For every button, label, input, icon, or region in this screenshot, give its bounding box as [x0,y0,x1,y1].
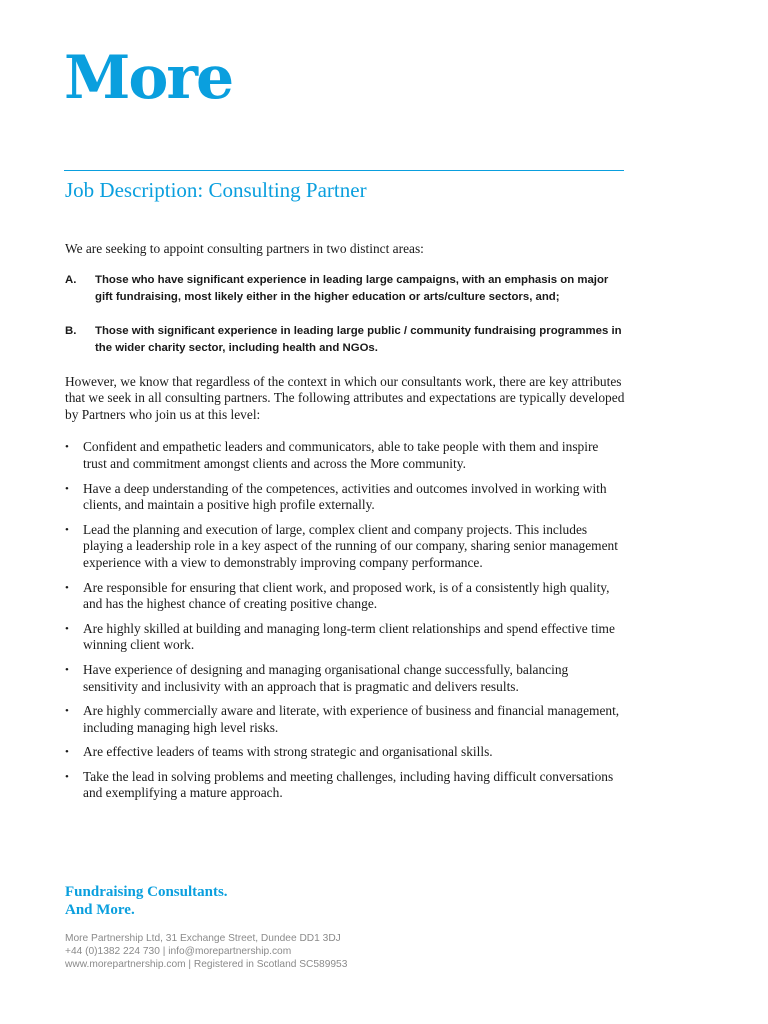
list-item [65,481,625,514]
attribute-text: Take the lead in solving problems and meeting challenges, including having difficult conversations and exemplifying a mature approach. [83,768,614,801]
list-item [65,439,625,472]
tagline-line-2: And More. [65,902,135,918]
bullet-icon: • [65,523,69,536]
intro-paragraph: We are seeking to appoint consulting partners in two distinct areas: [65,241,424,256]
document-title: Job Description: Consulting Partner [65,178,367,202]
brand-logo: More [64,43,233,113]
footer-phone-email: +44 (0)1382 224 730 | info@morepartnership.com [65,946,292,957]
bullet-icon: • [65,441,69,454]
area-marker: B. [65,324,77,337]
attribute-text: Are highly commercially aware and literate, with experience of business and financial management, including managing high level risks. [83,703,620,735]
footer-website-registration: www.morepartnership.com | Registered in Scotland SC589953 [65,959,348,970]
area-text: Those who have significant experience in leading large campaigns, with an emphasis on major gift fundraising, most likely either in the higher education or arts/culture sectors, and; [95,273,609,303]
areas-list [65,272,625,357]
list-item [65,522,625,572]
list-item [65,272,625,306]
bullet-icon: • [65,663,69,676]
footer-address: More Partnership Ltd, 31 Exchange Street, Dundee DD1 3DJ [65,933,341,944]
area-marker: A. [65,273,77,286]
bullet-icon: • [65,746,69,759]
footer-contact [65,932,347,971]
bullet-icon: • [65,581,69,594]
tagline-line-1: Fundraising Consultants. [65,884,228,900]
area-text: Those with significant experience in leading large public / community fundraising programmes in the wider charity sector, including health and NGOs. [95,324,622,354]
attributes-list [65,439,625,802]
list-item [65,621,625,654]
list-item [65,769,625,802]
document-body [65,241,625,810]
list-item [65,662,625,695]
attribute-text: Confident and empathetic leaders and communicators, able to take people with them and inspire trust and commitment amongst clients and across the More community. [83,439,599,471]
bullet-icon: • [65,770,69,783]
attribute-text: Are responsible for ensuring that client work, and proposed work, is of a consistently high quality, and has the highest chance of creating positive change. [83,579,610,612]
attribute-text: Lead the planning and execution of large, complex client and company projects. This includes playing a leadership role in a key aspect of the running of our company, sharing senior management experience with a view to demonstrably improving company performance. [83,521,618,570]
attributes-intro-paragraph: However, we know that regardless of the context in which our consultants work, there are key attributes that we seek in all consulting partners. The following attributes and expectations are typically developed by Partners who join us at this level: [65,373,625,422]
attribute-text: Have a deep understanding of the competences, activities and outcomes involved in working with clients, and maintain a positive high profile externally. [83,480,607,513]
list-item [65,323,625,357]
list-item [65,703,625,736]
bullet-icon: • [65,705,69,718]
attribute-text: Are highly skilled at building and managing long-term client relationships and spend effective time winning client work. [83,620,615,653]
list-item [65,744,625,761]
tagline [65,883,228,919]
bullet-icon: • [65,622,69,635]
header-divider [64,170,624,171]
list-item [65,580,625,613]
attribute-text: Are effective leaders of teams with strong strategic and organisational skills. [83,744,493,760]
attribute-text: Have experience of designing and managing organisational change successfully, balancing sensitivity and inclusivity with an approach that is pragmatic and delivers results. [83,661,569,694]
bullet-icon: • [65,482,69,495]
